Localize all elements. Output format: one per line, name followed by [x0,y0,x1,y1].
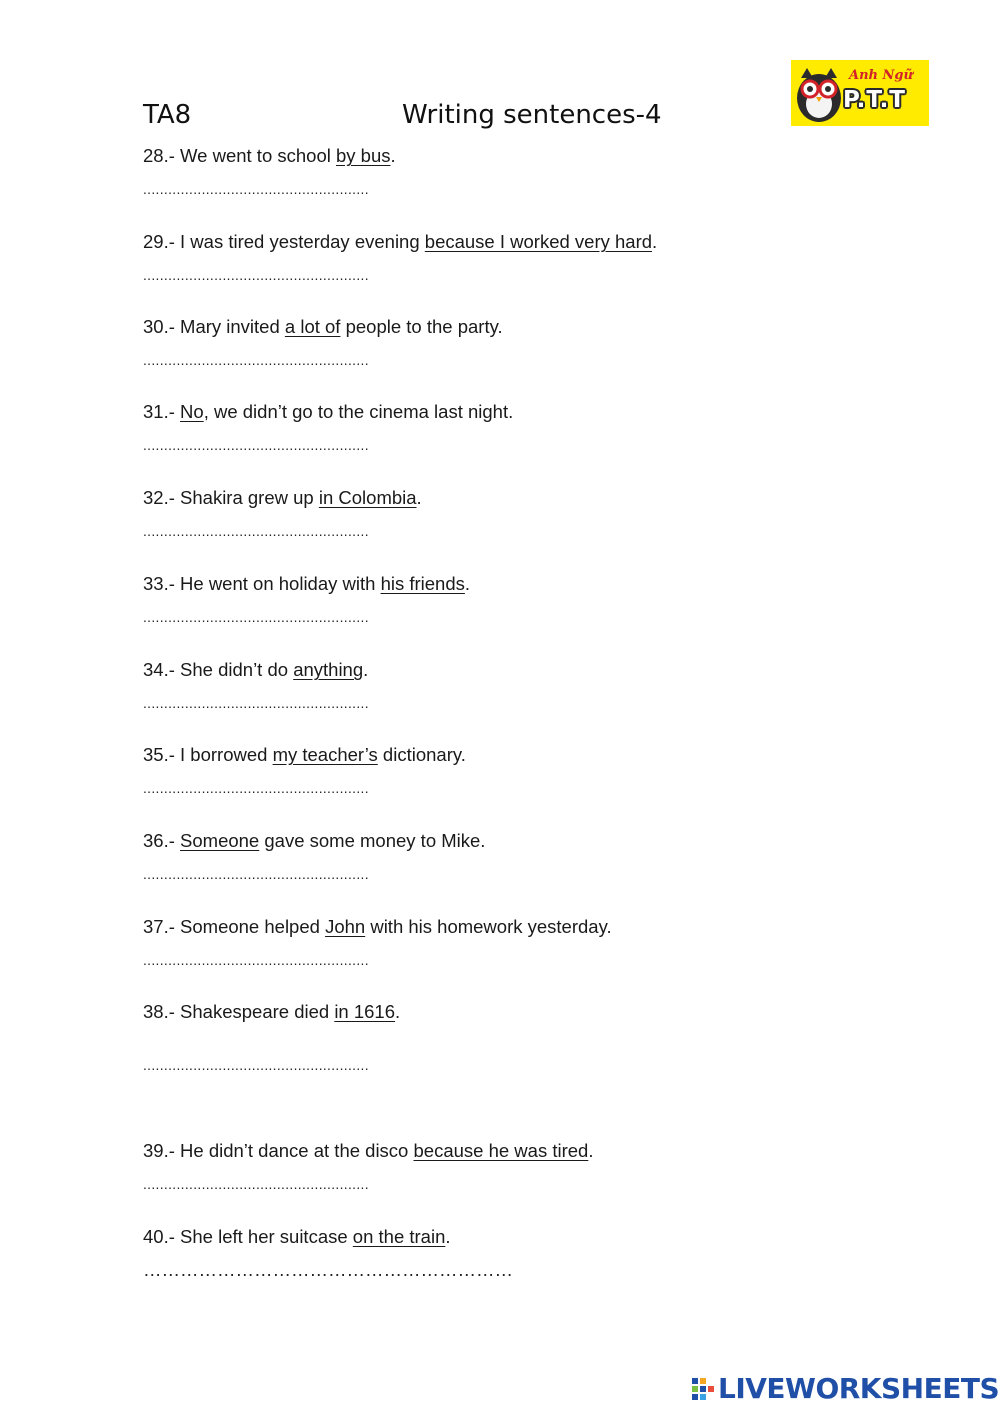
sentence-text: She left her suitcase [180,1226,353,1247]
answer-line[interactable]: ...................................................... [143,524,369,539]
school-logo [791,60,929,126]
question-number: 39.- [143,1140,181,1161]
question-sentence [143,1140,593,1162]
page-title: Writing sentences-4 [402,100,662,130]
sentence-text: Mary invited [180,316,285,337]
question-number: 40.- [143,1226,181,1247]
answer-line[interactable]: ...................................................... [143,953,369,968]
sentence-text: dictionary. [377,744,466,765]
sentence-text: . [464,573,471,594]
answer-line[interactable]: ...................................................... [143,610,369,625]
sentence-text: . [395,1001,401,1022]
question-number: 31.- [143,401,181,422]
sentence-text: Shakespeare died [180,1001,335,1022]
sentence-text: , we didn’t go to the cinema last night. [203,401,514,422]
answer-line[interactable]: ...................................................... [143,1058,369,1073]
underlined-phrase: anything [293,659,364,680]
question-number: 33.- [143,573,181,594]
underlined-phrase: Someone [180,830,260,851]
underlined-phrase: a lot of [284,316,341,337]
underlined-phrase: in 1616 [334,1001,396,1022]
answer-line[interactable]: ...................................................... [143,268,369,283]
sentence-text: gave some money to Mike. [259,830,486,851]
logo-small-text: Anh Ngữ [849,68,913,83]
question-sentence [143,916,612,938]
question-number: 34.- [143,659,181,680]
underlined-phrase: on the train [352,1226,446,1247]
question-sentence [143,830,485,852]
question-number: 36.- [143,830,181,851]
question-sentence [143,487,422,509]
sentence-text: . [445,1226,451,1247]
underlined-phrase: his friends [380,573,465,594]
question-sentence [143,744,466,766]
sentence-text: She didn’t do [180,659,294,680]
question-number: 29.- [143,231,181,252]
sentence-text: with his homework yesterday. [365,916,612,937]
worksheet-code: TA8 [143,100,192,130]
answer-line[interactable]: ...................................................... [143,867,369,882]
sentence-text: . [652,231,658,252]
sentence-text: . [363,659,369,680]
underlined-phrase: because I worked very hard [424,231,653,252]
sentence-text: . [416,487,422,508]
underlined-phrase: my teacher’s [272,744,378,765]
answer-line[interactable]: ...................................................... [143,182,369,197]
sentence-text: He went on holiday with [180,573,381,594]
footer-brand-text: LIVEWORKSHEETS [718,1372,1000,1405]
sentence-text: I borrowed [180,744,273,765]
answer-line[interactable]: …………………………………………………… [143,1259,513,1280]
sentence-text: Shakira grew up [180,487,319,508]
sentence-text: Someone helped [180,916,326,937]
sentence-text: . [390,145,396,166]
sentence-text: people to the party. [340,316,503,337]
underlined-phrase: by bus [336,145,391,166]
underlined-phrase: in Colombia [318,487,417,508]
answer-line[interactable]: ...................................................... [143,1177,369,1192]
question-sentence [143,1226,451,1248]
question-number: 38.- [143,1001,181,1022]
underlined-phrase: John [325,916,366,937]
answer-line[interactable]: ...................................................... [143,781,369,796]
question-number: 37.- [143,916,181,937]
question-sentence [143,1001,400,1023]
sentence-text: We went to school [180,145,336,166]
sentence-text: . [588,1140,594,1161]
question-sentence [143,401,513,423]
question-number: 35.- [143,744,181,765]
underlined-phrase: because he was tired [413,1140,589,1161]
question-sentence [143,145,396,167]
liveworksheets-logo-icon [692,1378,714,1400]
answer-line[interactable]: ...................................................... [143,438,369,453]
answer-line[interactable]: ...................................................... [143,353,369,368]
answer-line[interactable]: ...................................................... [143,696,369,711]
question-sentence [143,231,657,253]
logo-big-text: P.T.T [843,87,906,113]
question-sentence [143,659,368,681]
sentence-text: I was tired yesterday evening [180,231,425,252]
question-number: 32.- [143,487,181,508]
question-sentence [143,573,470,595]
question-sentence [143,316,503,338]
sentence-text: He didn’t dance at the disco [180,1140,414,1161]
underlined-phrase: No [180,401,204,422]
question-number: 28.- [143,145,181,166]
question-number: 30.- [143,316,181,337]
